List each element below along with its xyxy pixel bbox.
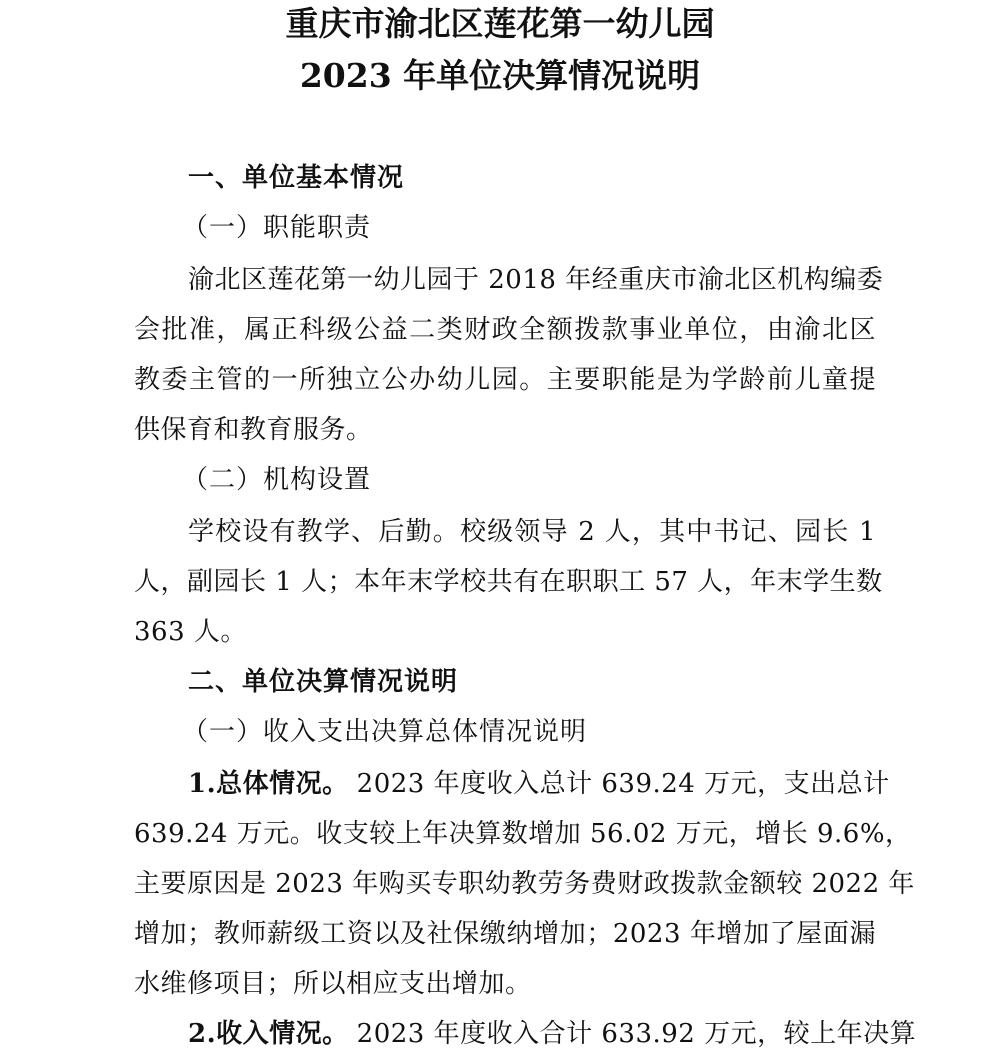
paragraph-income-text: 2023 年度收入合计 633.92 万元，较上年决算 [356, 1019, 917, 1049]
paragraph-functions-line: 渝北区莲花第一幼儿园于 2018 年经重庆市渝北区机构编委 [188, 265, 884, 295]
paragraph-income-lead: 2.收入情况。 [188, 1019, 349, 1049]
document-title-line2: 2023 年单位决算情况说明 [299, 56, 701, 95]
paragraph-overall-line: 水维修项目；所以相应支出增加。 [134, 969, 532, 999]
paragraph-organization-line: 学校设有教学、后勤。校级领导 2 人，其中书记、园长 1 [188, 517, 876, 547]
paragraph-overall-line: 增加；教师薪级工资以及社保缴纳增加；2023 年增加了屋面漏 [134, 919, 876, 949]
document-title-line1: 重庆市渝北区莲花第一幼儿园 [285, 4, 715, 43]
paragraph-functions-line: 会批准，属正科级公益二类财政全额拨款事业单位，由渝北区 [134, 315, 876, 345]
paragraph-functions-line: 供保育和教育服务。 [134, 415, 373, 445]
paragraph-income-line [188, 1016, 917, 1052]
paragraph-overall-line: 主要原因是 2023 年购买专职幼教劳务费财政拨款金额较 2022 年 [134, 869, 915, 899]
paragraph-functions-line: 教委主管的一所独立公办幼儿园。主要职能是为学龄前儿童提 [134, 365, 876, 395]
section-heading-final-accounts: 二、单位决算情况说明 [188, 667, 459, 697]
subsection-heading-functions: （一）职能职责 [182, 213, 372, 243]
paragraph-organization-line: 363 人。 [134, 617, 247, 647]
paragraph-organization-line: 人，副园长 1 人；本年末学校共有在职职工 57 人，年末学生数 [134, 567, 883, 597]
paragraph-overall-line [188, 766, 890, 802]
paragraph-overall-line: 639.24 万元。收支较上年决算数增加 56.02 万元，增长 9.6%， [134, 819, 912, 849]
section-heading-basic-info: 一、单位基本情况 [188, 163, 405, 193]
subsection-heading-income-expense-overview: （一）收入支出决算总体情况说明 [182, 717, 588, 747]
paragraph-overall-lead: 1.总体情况。 [188, 769, 349, 799]
subsection-heading-organization: （二）机构设置 [182, 465, 372, 495]
paragraph-overall-text: 2023 年度收入总计 639.24 万元，支出总计 [356, 769, 890, 799]
